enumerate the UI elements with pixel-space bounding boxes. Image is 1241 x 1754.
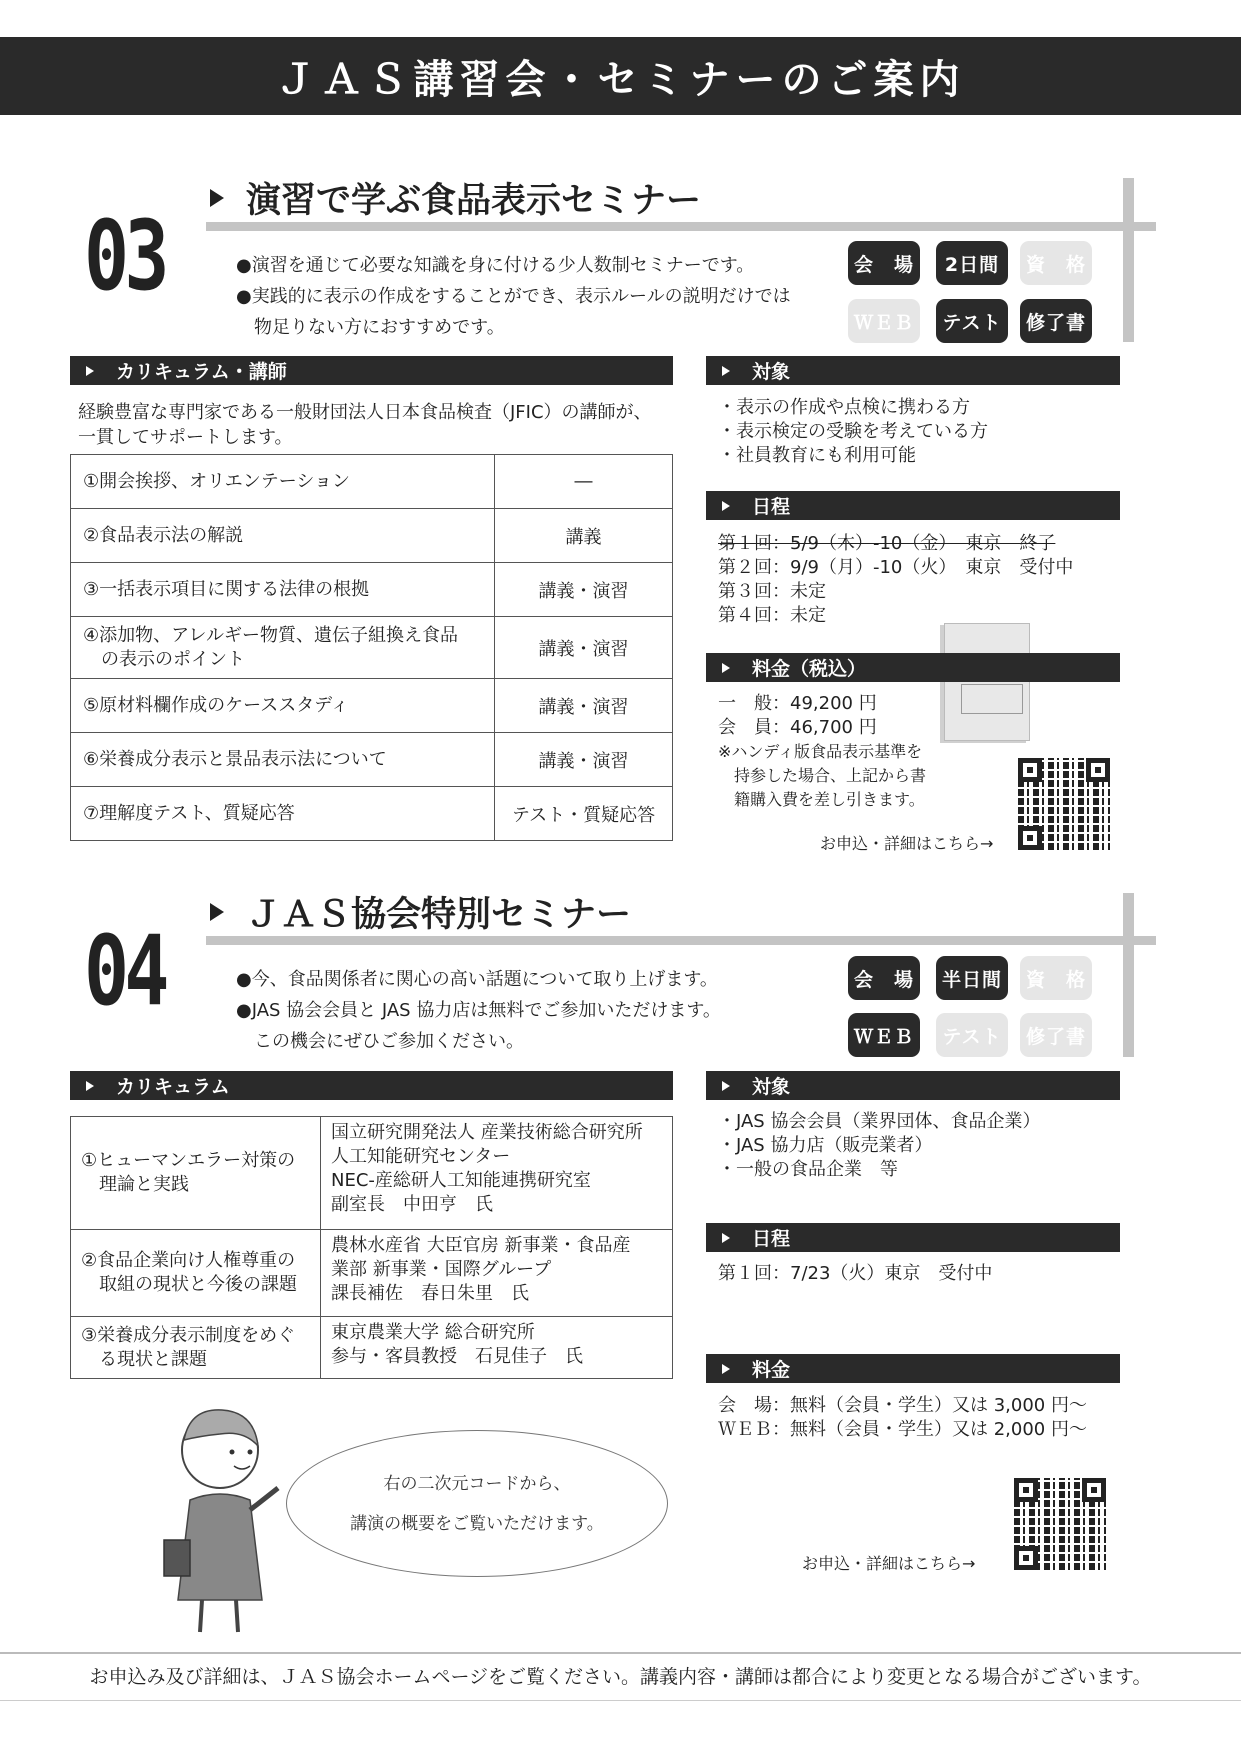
footer-note: お申込み及び詳細は、ＪＡＳ協会ホームページをご覧ください。講義内容・講師は都合により変更となる場合がございます。: [89, 1666, 1152, 1688]
table-row: ①ヒューマンエラー対策の 理論と実践 国立研究開発法人 産業技術総合研究所 人工知能研究センター NEC-産総研人工知能連携研究室 副室長 中田亨 氏: [71, 1117, 673, 1230]
woman-illustration: [150, 1400, 290, 1640]
triangle-icon: [210, 189, 224, 207]
badge-certificate-off: 資 格: [1020, 241, 1092, 285]
badge-test-off: テスト: [936, 1013, 1008, 1057]
triangle-icon: [722, 663, 730, 673]
target-bar-03: 対象: [706, 356, 1120, 385]
apply-link-04[interactable]: お申込・詳細はこちら→: [802, 1554, 976, 1573]
section-04-rule: [206, 936, 1156, 945]
badge-test: テスト: [936, 299, 1008, 343]
table-row: ①開会挨拶、オリエンテーション ―: [71, 455, 673, 509]
triangle-icon: [722, 1081, 730, 1091]
curriculum-bar-03: カリキュラム・講師: [70, 356, 673, 385]
fee-bar-04: 料金: [706, 1354, 1120, 1383]
qr-code-03[interactable]: [1018, 758, 1110, 850]
fee-list-03: 一 般：49,200 円 会 員：46,700 円 ※ハンディ版食品表示基準を 持参した場合、上記から書 籍購入費を差し引きます。: [718, 693, 927, 809]
table-row: ④添加物、アレルギー物質、遺伝子組換え食品 の表示のポイント 講義・演習: [71, 617, 673, 679]
triangle-icon: [722, 501, 730, 511]
section-04-bullets: ●今、食品関係者に関心の高い話題について取り上げます。 ●JAS 協会会員と JAS 協力店は無料でご参加いただけます。 この機会にぜひご参加ください。: [236, 969, 721, 1052]
table-row: ⑥栄養成分表示と景品表示法について 講義・演習: [71, 733, 673, 787]
badge-venue: 会 場: [848, 956, 920, 1000]
table-row: ②食品企業向け人権尊重の 取組の現状と今後の課題 農林水産省 大臣官房 新事業・食品産 業部 新事業・国際グループ 課長補佐 春日朱里 氏: [71, 1230, 673, 1317]
curriculum-table-03: [70, 454, 673, 841]
table-row: ⑤原材料欄作成のケーススタディ 講義・演習: [71, 679, 673, 733]
section-03-bullets: ●演習を通じて必要な知識を身に付ける少人数制セミナーです。 ●実践的に表示の作成をすることができ、表示ルールの説明だけでは 物足りない方におすすめです。: [236, 255, 791, 338]
page-title: ＪＡＳ講習会・セミナーのご案内: [275, 56, 966, 103]
badge-venue: 会 場: [848, 241, 920, 285]
footer-divider-bottom: [0, 1700, 1241, 1701]
speech-bubble: 右の二次元コードから、 講演の概要をご覧いただけます。: [286, 1430, 668, 1577]
target-list-03: ・表示の作成や点検に携わる方 ・表示検定の受験を考えている方 ・社員教育にも利用可能: [718, 397, 988, 466]
badge-web: ＷＥＢ: [848, 1013, 920, 1057]
badge-duration: 2日間: [936, 241, 1008, 285]
section-04-vrule: [1123, 893, 1134, 1057]
badge-web-off: ＷＥＢ: [848, 299, 920, 343]
triangle-icon: [86, 1081, 94, 1091]
curriculum-bar-04: カリキュラム: [70, 1071, 673, 1100]
section-03-title: 演習で学ぶ食品表示セミナー: [210, 173, 701, 223]
curriculum-intro-03: 経験豊富な専門家である一般財団法人日本食品検査（JFIC）の講師が、 一貫してサポートします。: [78, 402, 652, 448]
table-row: ③栄養成分表示制度をめぐ る現状と課題 東京農業大学 総合研究所 参与・客員教授 石見佳子 氏: [71, 1317, 673, 1379]
section-04-title: ＪＡＳ協会特別セミナー: [210, 887, 631, 937]
target-list-04: ・JAS 協会会員（業界団体、食品企業） ・JAS 協力店（販売業者） ・一般の食品企業 等: [718, 1111, 1041, 1180]
triangle-icon: [86, 366, 94, 376]
table-row: ②食品表示法の解説 講義: [71, 509, 673, 563]
qr-code-04[interactable]: [1014, 1478, 1106, 1570]
triangle-icon: [210, 903, 224, 921]
table-row: ⑦理解度テスト、質疑応答 テスト・質疑応答: [71, 787, 673, 841]
badge-certificate-off: 資 格: [1020, 956, 1092, 1000]
schedule-bar-04: 日程: [706, 1223, 1120, 1252]
schedule-bar-03: 日程: [706, 491, 1120, 520]
triangle-icon: [722, 1233, 730, 1243]
apply-link-03[interactable]: お申込・詳細はこちら→: [820, 834, 994, 853]
page-banner: [0, 37, 1241, 115]
badge-completion-off: 修了書: [1020, 1013, 1092, 1057]
badge-duration: 半日間: [936, 956, 1008, 1000]
schedule-list-03: 第１回：5/9（木）-10（金） 東京 終了 第２回：9/9（月）-10（火） 東京 受付中 第３回：未定 第４回：未定: [718, 533, 1074, 626]
target-bar-04: 対象: [706, 1071, 1120, 1100]
schedule-list-04: 第１回：7/23（火）東京 受付中: [718, 1263, 993, 1284]
section-03-vrule: [1123, 178, 1134, 342]
section-04-number: 04: [84, 915, 165, 1027]
triangle-icon: [722, 1364, 730, 1374]
book-image: [944, 623, 1030, 741]
footer-divider: [0, 1652, 1241, 1654]
curriculum-table-04: [70, 1116, 673, 1379]
fee-list-04: 会 場：無料（会員・学生）又は 3,000 円～ ＷＥＢ：無料（会員・学生）又は 2,000 円～: [718, 1395, 1087, 1440]
badge-completion: 修了書: [1020, 299, 1092, 343]
fee-bar-03: 料金（税込）: [706, 653, 1120, 682]
table-row: ③一括表示項目に関する法律の根拠 講義・演習: [71, 563, 673, 617]
section-03-rule: [206, 222, 1156, 231]
section-03-number: 03: [84, 200, 165, 312]
triangle-icon: [722, 366, 730, 376]
